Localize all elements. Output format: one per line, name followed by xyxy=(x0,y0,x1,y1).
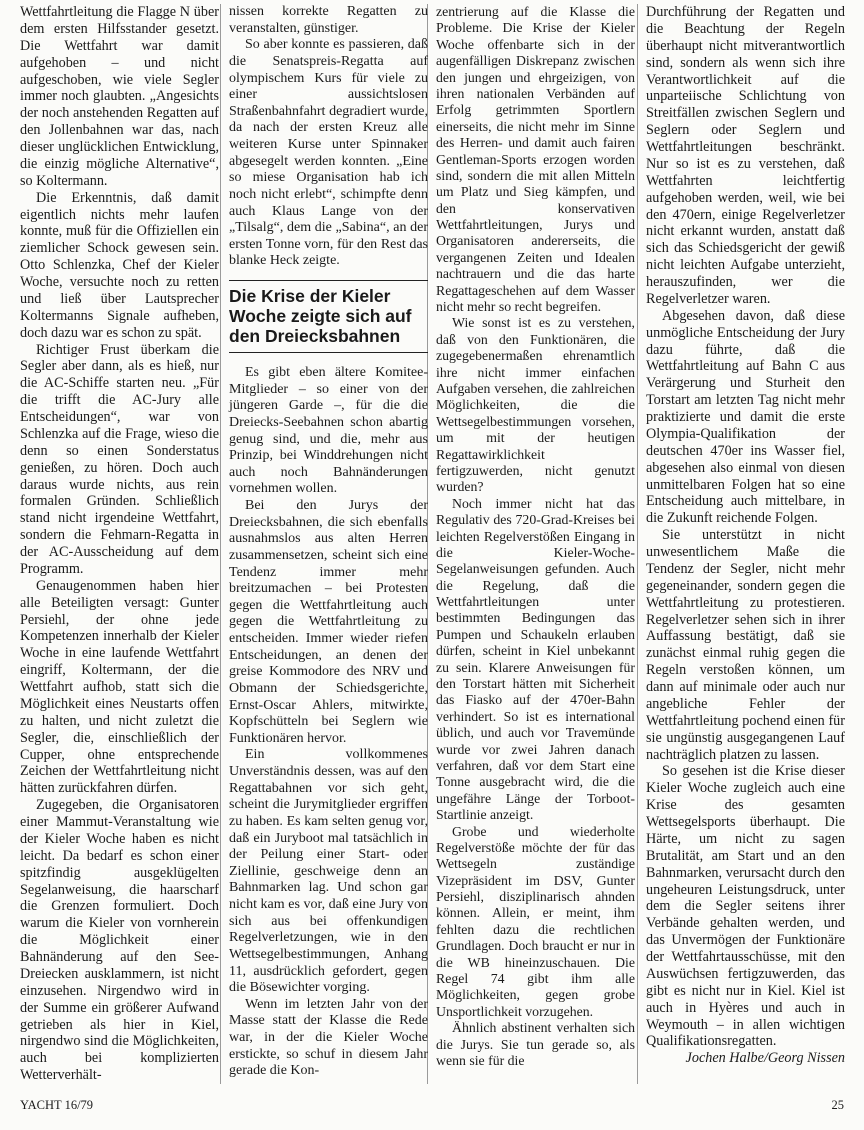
page-number: 25 xyxy=(831,1098,844,1112)
article-column-1 xyxy=(20,4,219,1084)
paragraph: Bei den Jurys der Dreiecksbahnen, die sich ebenfalls ausnahmslos aus alten Herren zusammensetzen, scheint sich eine Tendenz immer mehr breitzumachen – bei Protesten gegen die Wettfahrtleitung auch gegen die Wettfahrtleitung zu entscheiden. Immer wieder riefen Entscheidungen, an denen der greise Kommodore des NRV und Obmann der Schiedsgerichte, Ernst-Oscar Ahlers, mitwirkte, Kopfschütteln bei Seglern wie Funktionären hervor. xyxy=(229,498,428,746)
paragraph: Es gibt eben ältere Komitee-Mitglieder – so einer von der jüngeren Garde –, für die die Dreiecks-Seebahnen schon abartig genug sind, und die, mehr aus Prinzip, bei Winddrehungen nicht auch noch Bahnänderungen vornehmen wollen. xyxy=(229,365,428,497)
paragraph: Sie unterstützt in nicht unwesentlichem Maße die Tendenz der Segler, nicht mehr gegeneinander, sondern gegen die Wettfahrtleitung zu protestieren. Regelverletzer sehen sich in ihrer Auffassung bestätigt, daß sie zunächst einmal ruhig gegen die Regeln verstoßen können, um dann auf minimale oder auch nur angebliche Fehler der Wettfahrtleitung pochend einen für sie ungünstig ausgegangenen Lauf nachträglich platzen zu lassen. xyxy=(646,527,845,763)
column-divider xyxy=(637,4,638,1084)
article-column-2 xyxy=(229,4,428,1080)
column-divider xyxy=(220,4,221,1084)
paragraph: Richtiger Frust überkam die Segler aber dann, als es hieß, nur die AC-Schiffe starten neu. „Für die trifft die AC-Jury alle Entscheidungen“, war von Schlenzka auf die Frage, wieso die denn so einen Sonderstatus genießen, zu hören. Doch auch daraus wurde nichts, aus rein formalen Gründen. Schließlich stand nicht irgendeine Wettfahrt, sondern die Fehmarn-Regatta in der AC-Ausscheidung auf dem Programm. xyxy=(20,341,219,577)
paragraph: So aber konnte es passieren, daß die Senatspreis-Regatta auf olympischem Kurs für viele zu einer aussichtslosen Straßenbahnfahrt degradiert wurde, da nach der ersten Kreuz alle weiteren Kurse unter Spinnaker abgesegelt werden konnten. „Eine so miese Organisation hab ich noch nicht erlebt“, schimpfte denn auch Klaus Lange von der „Tilsalg“, dem die „Sabina“, an der ersten Tonne vorn, für den Rest das blanke Heck zeigte. xyxy=(229,37,428,269)
paragraph: Ähnlich abstinent verhalten sich die Jurys. Sie tun gerade so, als wenn sie für die xyxy=(436,1020,635,1068)
paragraph: Die Erkenntnis, daß damit eigentlich nichts mehr laufen konnte, muß für die Offiziellen ein ziemlicher Schock gewesen sein. Otto Schlenzka, Chef der Kieler Woche, versuchte noch zu retten und ließ über Lautsprecher Koltermanns Signale aufheben, doch dazu war es schon zu spät. xyxy=(20,189,219,341)
article-column-4 xyxy=(646,4,845,1067)
paragraph: Zugegeben, die Organisatoren einer Mammut-Veranstaltung wie der Kieler Woche haben es nicht leicht. Da bedarf es schon einer spitzfindig ausgeklügelten Segelanweisung, die haarscharf die Grenzen formuliert. Doch warum die Kieler von vornherein die Möglichkeit einer Bahnänderung auf den See-Dreiecken ausklammern, ist nicht einzusehen. Nirgendwo wird in der Summe ein größerer Aufwand getrieben als hier in Kiel, nirgendwo sind die Möglichkeiten, auch bei komplizierten Wetterverhält- xyxy=(20,797,219,1084)
page-footer xyxy=(20,1098,844,1113)
paragraph: Wettfahrtleitung die Flagge N über dem ersten Hilfsstander gesetzt. Die Wettfahrt war damit aufgehoben – und nicht aufgeschoben, wie viele Segler immer noch glaubten. „Angesichts der noch anstehenden Regatten auf den Jollenbahnen war das, nach dieser unglücklichen Entwicklung, die einzig mögliche Alternative“, so Koltermann. xyxy=(20,4,219,189)
paragraph: Wie sonst ist es zu verstehen, daß von den Funktionären, die zugegebenermaßen ehrenamtlich ihre nicht immer einfachen Aufgaben versehen, die zahlreichen Möglichkeiten, die die Wettsegelbestimmungen vorsehen, um mit der heutigen Regattawirklichkeit fertigzuwerden, nicht genutzt wurden? xyxy=(436,315,635,495)
article-column-3 xyxy=(436,4,635,1069)
magazine-issue: YACHT 16/79 xyxy=(20,1098,94,1112)
paragraph: Genaugenommen haben hier alle Beteiligten versagt: Gunter Persiehl, der ohne jede Kompetenzen innerhalb der Kieler Woche in eine laufende Wettfahrt eingriff, Koltermann, der die Wettfahrt aufhob, statt sich die Möglichkeit eines Neustarts offen zu halten, und nicht zuletzt die Segler, die, einschließlich der Cupper, ohne entsprechende Zeichen der Wettfahrtleitung nicht hätten zurückfahren dürfen. xyxy=(20,577,219,797)
paragraph: Noch immer nicht hat das Regulativ des 720-Grad-Kreises bei leichten Regelverstößen Eingang in die Kieler-Woche-Segelanweisungen gefunden. Auch die Regelung, daß die Wettfahrtleitungen unter bestimmten Bedingungen das Pumpen und Schaukeln erlauben dürfen, scheint in Kiel unbekannt zu sein. Klarere Anweisungen für den Torstart hätten mit Sicherheit das Fiasko auf der 470er-Bahn verhindert. So ist es international üblich, und auch vor Travemünde wurde vor zwei Jahren danach verfahren, daß vor dem Start eine Tonne ausgebracht wird, die die ungefähre Länge der Torboot-Startlinie anzeigt. xyxy=(436,495,635,823)
paragraph: Ein vollkommenes Unverständnis dessen, was auf den Regattabahnen vor sich geht, scheint die Jurymitglieder ergriffen zu haben. Es kam selten genug vor, daß ein Juryboot mal tatsächlich in der Peilung einer Start- oder Ziellinie, geschweige denn an Bahnmarken lag. Und schon gar nicht kam es vor, daß eine Jury von sich aus bei offenkundigen Regelverletzungen, wie in den Wettsegelbestimmungen, Anhang 11, ausdrücklich gefordert, gegen die Bösewichter vorging. xyxy=(229,747,428,996)
paragraph: zentrierung auf die Klasse die Probleme. Die Krise der Kieler Woche offenbarte sich in der augenfälligen Diskrepanz zwischen den jungen und ehrgeizigen, von ihren nationalen Verbänden auf Erfolg getrimmten Sportlern einerseits, die nicht mehr im Sinne des Herren- und damit auch fairen Gentleman-Sports erzogen worden sind, sondern die mit allen Mitteln um Platz und Sieg kämpfen, und den konservativen Wettfahrtleitungen, Jurys und Organisatoren andererseits, die vergangenen Zeiten und Idealen nachtrauern und die das harte Regattageschehen auf dem Wasser nicht mehr so recht begreifen. xyxy=(436,4,635,315)
paragraph: So gesehen ist die Krise dieser Kieler Woche zugleich auch eine Krise des gesamten Wettsegelsports überhaupt. Die Härte, um nicht zu sagen Brutalität, am Start und an den Bahnmarken, verursacht durch den ungeheuren Leistungsdruck, unter dem die Segler seitens ihrer Verbände gehalten werden, und das Unvermögen der Funktionäre der Wettfahrtausschüsse, mit den Auswüchsen fertigzuwerden, das gibt es nicht nur in Kiel. Kiel ist auch in Hyères und auch in Weymouth – in allen wichtigen Qualifikationsregatten. xyxy=(646,763,845,1050)
paragraph: Wenn im letzten Jahr von der Masse statt der Klasse die Rede war, in der die Kieler Woche erstickte, so schuf in diesem Jahr gerade die Kon- xyxy=(229,996,428,1079)
paragraph: nissen korrekte Regatten zu veranstalten, günstiger. xyxy=(229,4,428,36)
paragraph: Durchführung der Regatten und die Beachtung der Regeln überhaupt nicht mitverantwortlich sind, sondern als wenn sich ihre Verantwortlichkeit auf die unparteiische Schlichtung von Streitfällen zwischen Seglern und Seglern oder Seglern und Wettfahrtleitungen beschränkt. Nur so ist es zu verstehen, daß Wettfahrten leichtfertig aufgehoben werden, weil, wie bei den 470ern, einige Regelverletzer nicht erkannt wurden, anstatt daß sich das Schiedsgericht der gewiß nicht leichten Aufgabe unterzieht, herauszufinden, wer die Regelverletzer waren. xyxy=(646,4,845,307)
paragraph: Grobe und wiederholte Regelverstöße möchte der für das Wettsegeln zuständige Vizepräsident im DSV, Gunter Persiehl, disziplinarisch ahnden können. Allein, er meint, ihm fehlten dazu die rechtlichen Grundlagen. Doch braucht er nur in die WB hineinzuschauen. Die Regel 74 gibt ihm alle Möglichkeiten, gegen grobe Unsportlichkeit vorzugehen. xyxy=(436,823,635,1019)
paragraph: Abgesehen davon, daß diese unmögliche Entscheidung der Jury dazu führte, daß die Wettfahrtleitung auf Bahn C aus Verärgerung und Sturheit den Torstart am letzten Tag nicht mehr praktizierte und damit die erste Olympia-Qualifikation der deutschen 470er ins Wasser fiel, abgesehen also einmal von diesen unmittelbaren Folgen hat so eine Entscheidung auch mittelbare, in die Zukunft reichende Folgen. xyxy=(646,307,845,527)
section-headline: Die Krise der Kieler Woche zeigte sich auf den Dreiecksbahnen xyxy=(229,286,412,346)
author-signature: Jochen Halbe/Georg Nissen xyxy=(685,1050,845,1067)
section-headline-box xyxy=(229,280,428,353)
